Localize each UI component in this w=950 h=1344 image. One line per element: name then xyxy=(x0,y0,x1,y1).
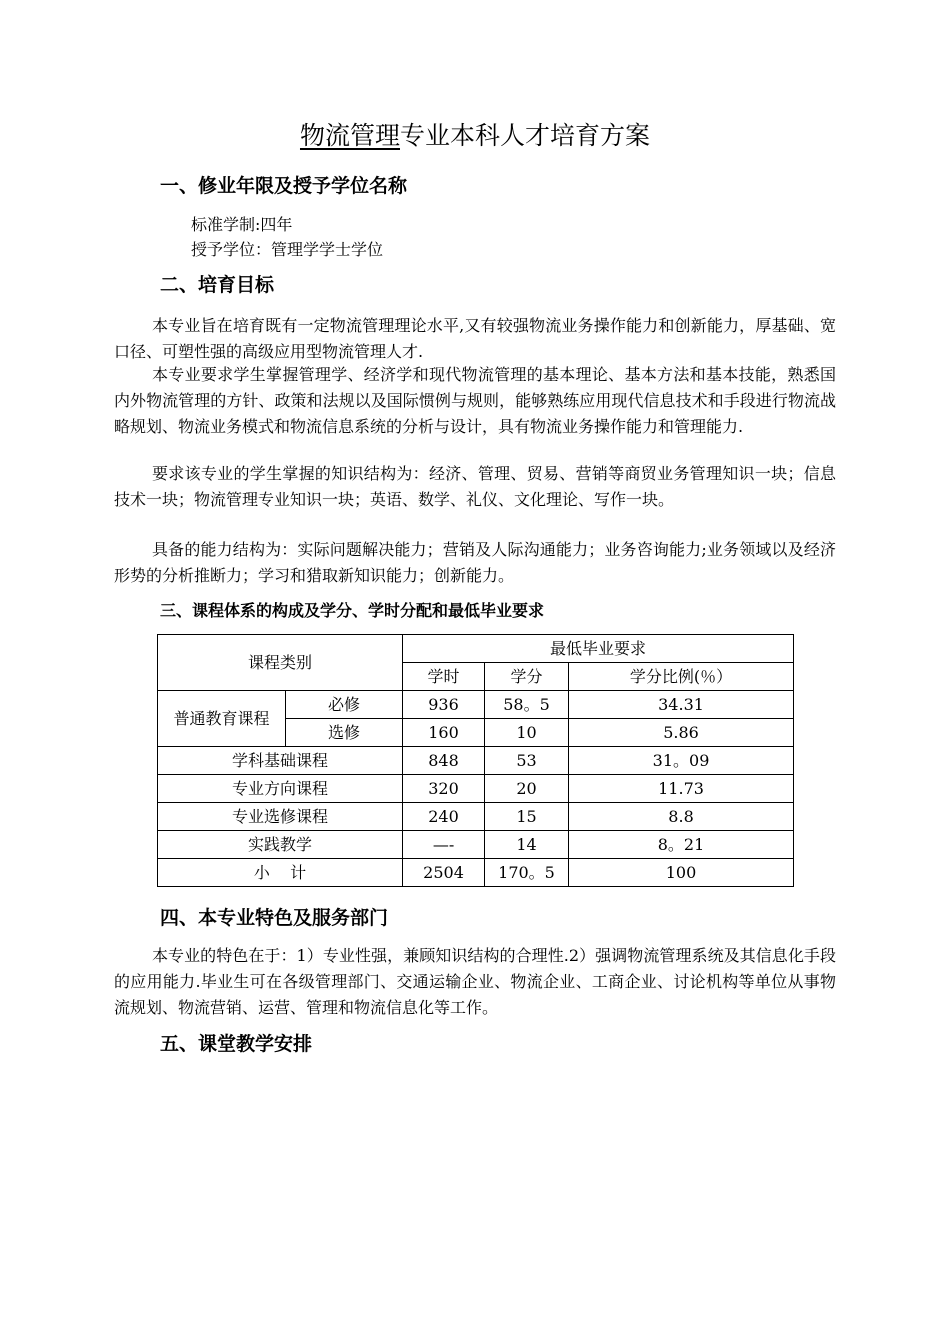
table-row xyxy=(158,691,794,719)
row-label: 实践教学 xyxy=(158,831,403,859)
table-row xyxy=(158,831,794,859)
row-ratio: 100 xyxy=(569,859,794,887)
row-credits: 10 xyxy=(485,719,569,747)
row-ratio: 5.86 xyxy=(569,719,794,747)
header-hours: 学时 xyxy=(403,663,485,691)
title-rest: 专业本科人才培育方案 xyxy=(400,121,651,150)
table-total-row xyxy=(158,859,794,887)
section2-heading: 二、培育目标 xyxy=(160,274,275,296)
row-ratio: 31。09 xyxy=(569,747,794,775)
title-major: 物流管理 xyxy=(299,121,400,150)
table-row xyxy=(158,803,794,831)
duration-line: 标准学制:四年 xyxy=(191,215,293,234)
header-requirement: 最低毕业要求 xyxy=(403,635,794,663)
row-credits: 53 xyxy=(485,747,569,775)
header-credits: 学分 xyxy=(485,663,569,691)
credit-table xyxy=(157,634,794,887)
table-header-row xyxy=(158,635,794,663)
header-category: 课程类别 xyxy=(158,635,403,691)
row-label: 必修 xyxy=(286,691,403,719)
row-label: 小 计 xyxy=(158,859,403,887)
row-ratio: 8.8 xyxy=(569,803,794,831)
row-hours: 848 xyxy=(403,747,485,775)
row-hours: 240 xyxy=(403,803,485,831)
table-row xyxy=(158,747,794,775)
row-hours: —- xyxy=(403,831,485,859)
section5-heading: 五、课堂教学安排 xyxy=(160,1033,313,1055)
header-ratio: 学分比例(％） xyxy=(569,663,794,691)
row-credits: 20 xyxy=(485,775,569,803)
row-credits: 15 xyxy=(485,803,569,831)
row-label: 学科基础课程 xyxy=(158,747,403,775)
row-ratio: 8。21 xyxy=(569,831,794,859)
general-education-cell: 普通教育课程 xyxy=(158,691,286,747)
row-credits: 14 xyxy=(485,831,569,859)
row-label: 专业选修课程 xyxy=(158,803,403,831)
section1-heading: 一、修业年限及授予学位名称 xyxy=(160,175,408,197)
section4-heading: 四、本专业特色及服务部门 xyxy=(160,907,389,929)
goal-paragraph-2: 本专业要求学生掌握管理学、经济学和现代物流管理的基本理论、基本方法和基本技能，熟悉国内外物流管理的方针、政策和法规以及国际惯例与规则，能够熟练应用现代信息技术和手段进行物流战略规划、物流业务模式和物流信息系统的分析与设计，具有物流业务操作能力和管理能力. xyxy=(114,365,836,436)
row-ratio: 34.31 xyxy=(569,691,794,719)
goal-paragraph-3: 要求该专业的学生掌握的知识结构为：经济、管理、贸易、营销等商贸业务管理知识一块；信息技术一块；物流管理专业知识一块；英语、数学、礼仪、文化理论、写作一块。 xyxy=(114,464,836,509)
row-label: 专业方向课程 xyxy=(158,775,403,803)
goal-paragraph-4: 具备的能力结构为：实际问题解决能力；营销及人际沟通能力；业务咨询能力;业务领域以及经济形势的分析推断力；学习和猎取新知识能力；创新能力。 xyxy=(114,540,836,585)
page-title xyxy=(0,118,950,154)
feature-paragraph: 本专业的特色在于：1）专业性强，兼顾知识结构的合理性.2）强调物流管理系统及其信息化手段的应用能力.毕业生可在各级管理部门、交通运输企业、物流企业、工商企业、讨论机构等单位从事物流规划、物流营销、运营、管理和物流信息化等工作。 xyxy=(114,946,836,1017)
row-credits: 58。5 xyxy=(485,691,569,719)
degree-line: 授予学位：管理学学士学位 xyxy=(191,240,384,259)
row-hours: 2504 xyxy=(403,859,485,887)
row-hours: 320 xyxy=(403,775,485,803)
table-row xyxy=(158,775,794,803)
row-hours: 936 xyxy=(403,691,485,719)
row-credits: 170。5 xyxy=(485,859,569,887)
row-hours: 160 xyxy=(403,719,485,747)
section3-heading: 三、课程体系的构成及学分、学时分配和最低毕业要求 xyxy=(160,601,545,620)
row-ratio: 11.73 xyxy=(569,775,794,803)
goal-paragraph-1: 本专业旨在培育既有一定物流管理理论水平,又有较强物流业务操作能力和创新能力，厚基础、宽口径、可塑性强的高级应用型物流管理人才. xyxy=(114,316,836,361)
row-label: 选修 xyxy=(286,719,403,747)
